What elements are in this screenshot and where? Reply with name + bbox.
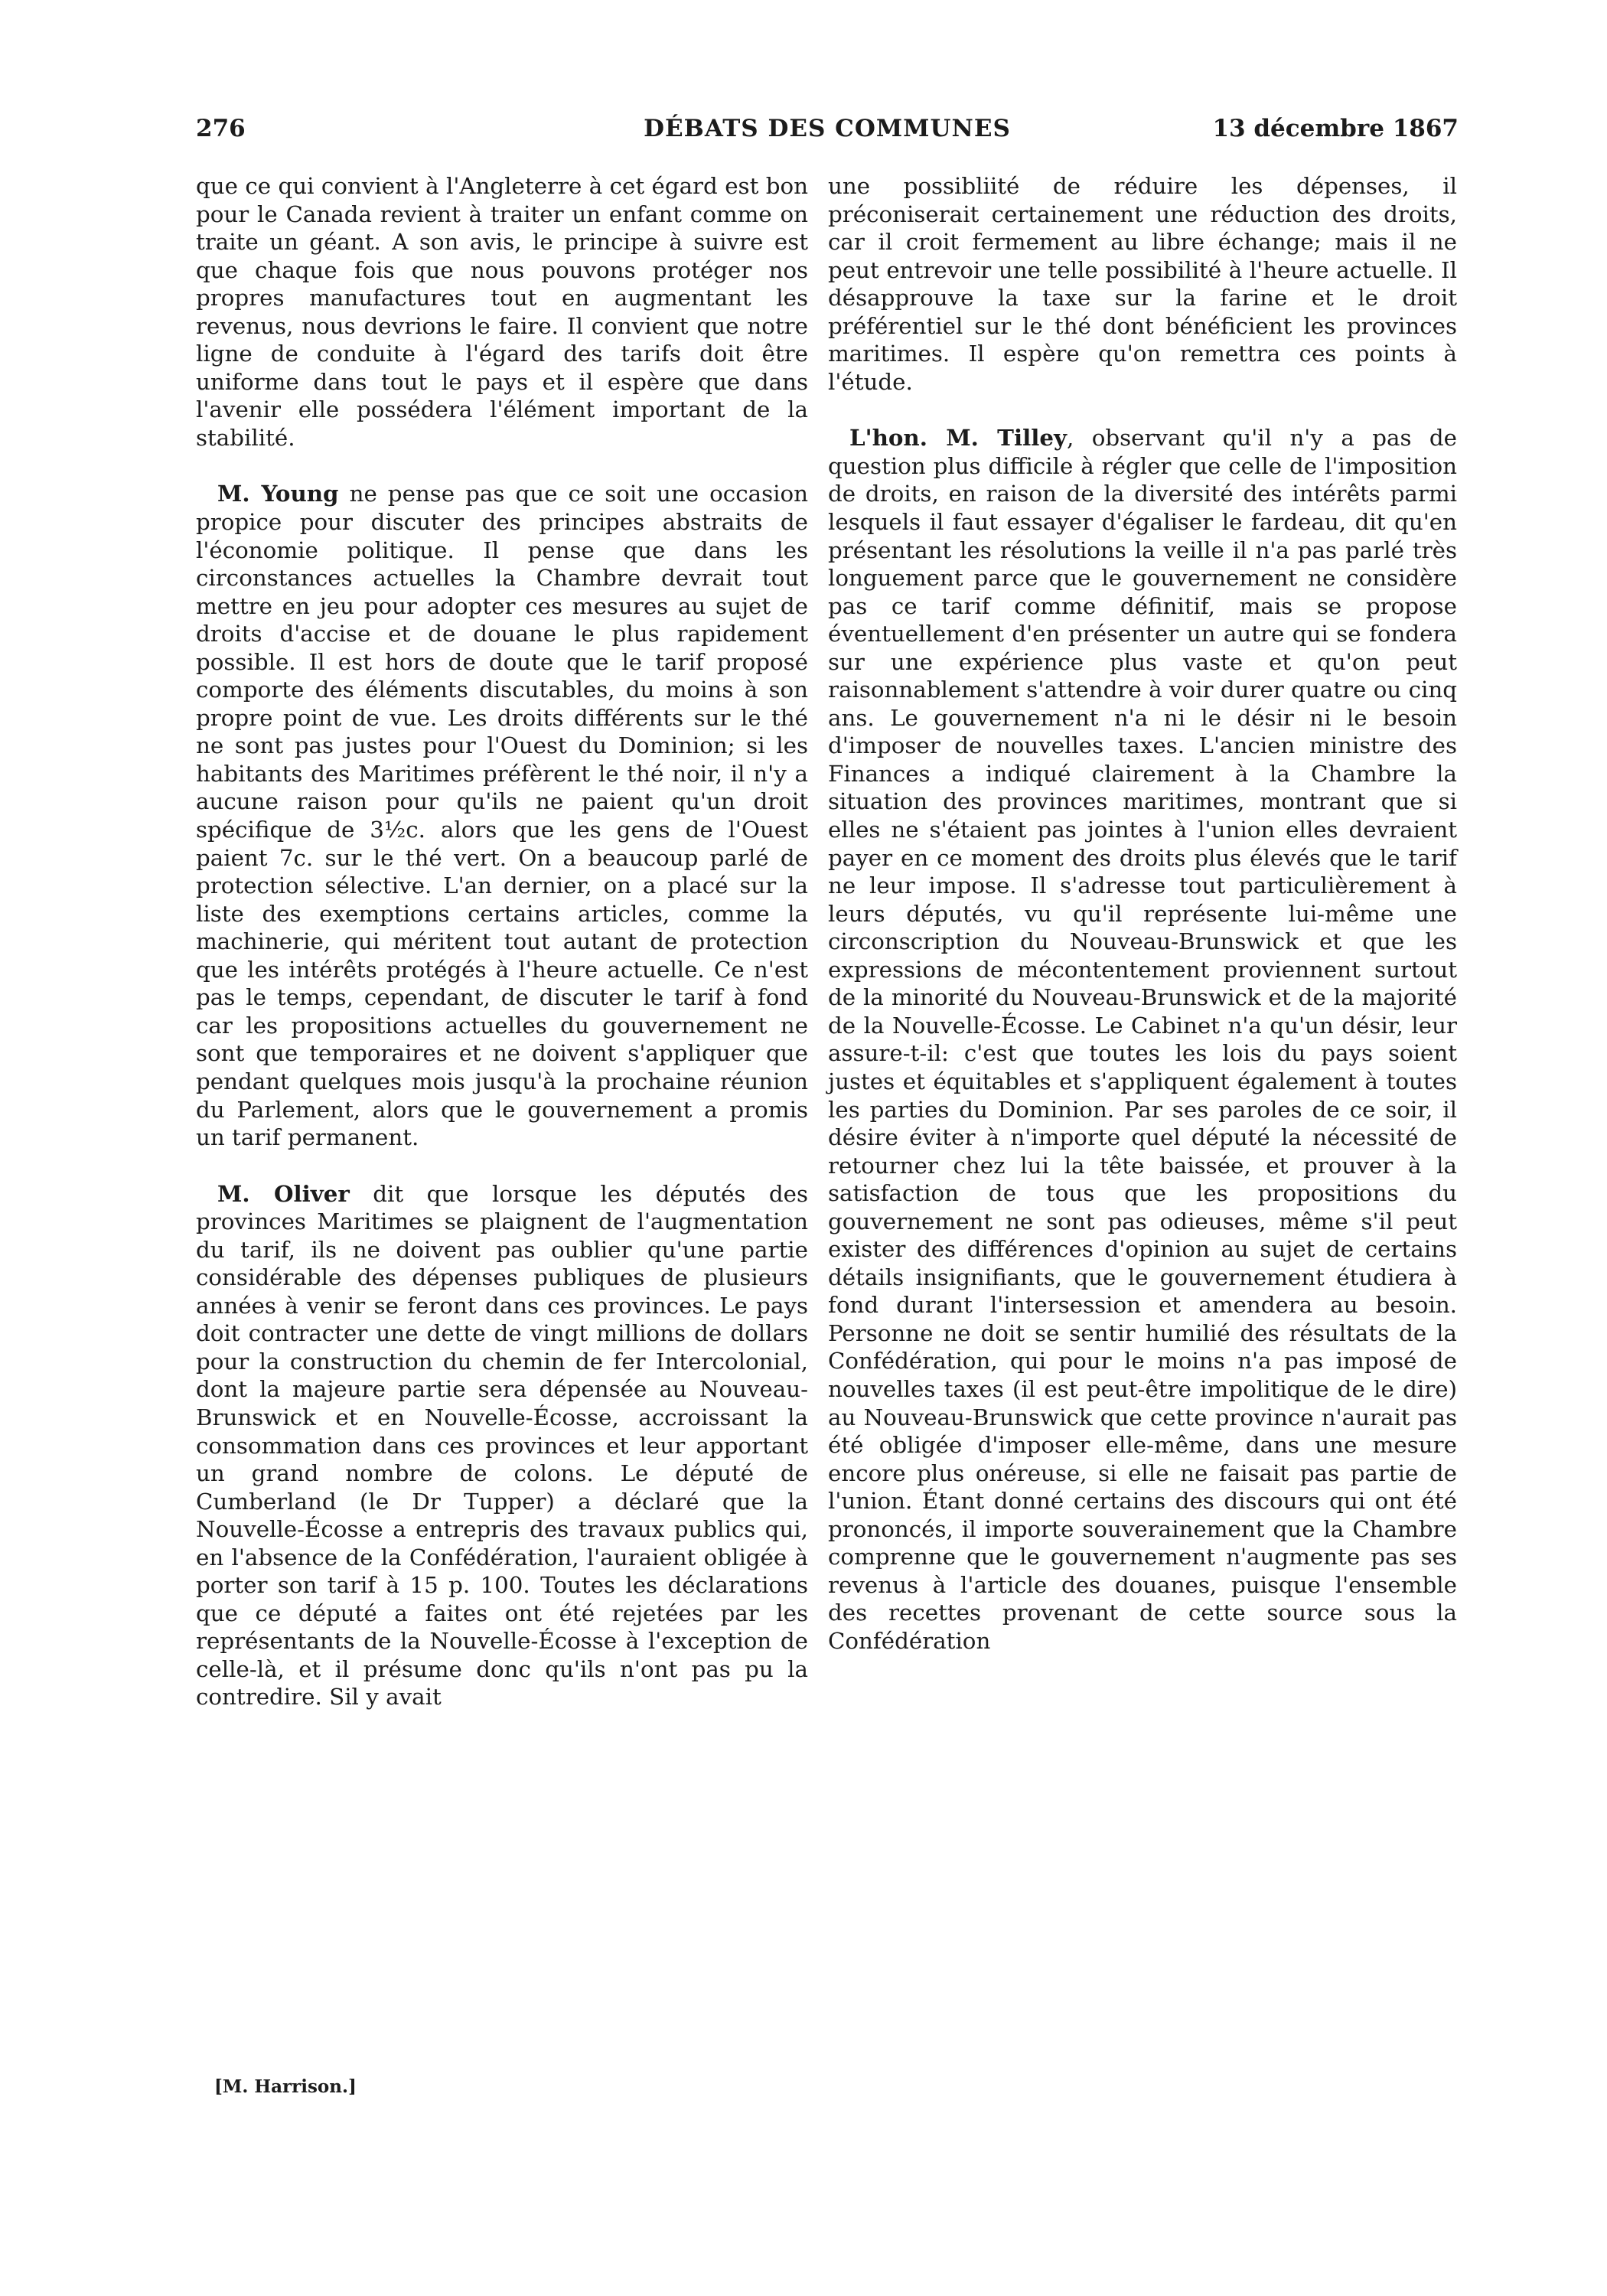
publication-title: DÉBATS DES COMMUNES: [644, 115, 1011, 142]
sitting-date: 13 décembre 1867: [1212, 115, 1459, 142]
page-number: 276: [196, 115, 246, 142]
right-column: [828, 172, 1457, 1655]
page-header: [196, 115, 1459, 153]
speaker-name: L'hon. M. Tilley: [849, 424, 1068, 452]
left-column: [196, 172, 808, 1711]
speech-text: ne pense pas que ce soit une occasion propice pour discuter des principes abstraits de l'économie politique. Il pense que dans les circonstances actuelles la Chambre devrait tout mettre en jeu pour adopter ces mesures au sujet de droits d'accise et de douane le plus rapidement possible. Il est hors de doute que le tarif proposé comporte des éléments discutables, du moins à son propre point de vue. Les droits différents sur le thé ne sont pas justes pour l'Ouest du Dominion; si les habitants des Maritimes préfèrent le thé noir, il n'y a aucune raison pour qu'ils ne paient qu'un droit spécifique de 3½c. alors que les gens de l'Ouest paient 7c. sur le thé vert. On a beaucoup parlé de protection sélective. L'an dernier, on a placé sur la liste des exemptions certains articles, comme la machinerie, qui méritent tout autant de protection que les intérêts protégés à l'heure actuelle. Ce n'est pas le temps, cependant, de discuter le tarif à fond car les propositions actuelles du gouvernement ne sont que temporaires et ne doivent s'appliquer que pendant quelques mois jusqu'à la prochaine réunion du Parlement, alors que le gouvernement a promis un tarif permanent.: [196, 481, 808, 1151]
paragraph-continued: une possibliité de réduire les dépenses, il préconiserait certainement une réduction des droits, car il croit fermement au libre échange; mais il ne peut entrevoir une telle possibilité à l'heure actuelle. Il désapprouve la taxe sur la farine et le droit préférentiel sur le thé dont bénéficient les provinces maritimes. Il espère qu'on remettra ces points à l'étude.: [828, 173, 1457, 395]
speech-text: , observant qu'il n'y a pas de question plus difficile à régler que celle de l'imposition de droits, en raison de la diversité des intérêts parmi lesquels il faut essayer d'égaliser le fardeau, dit qu'en présentant les résolutions la veille il n'a pas parlé très longuement parce que le gouvernement ne considère pas ce tarif comme définitif, mais se propose éventuellement d'en présenter un autre qui se fondera sur une expérience plus vaste et qu'on peut raisonnablement s'attendre à voir durer quatre ou cinq ans. Le gouvernement n'a ni le désir ni le besoin d'imposer de nouvelles taxes. L'ancien ministre des Finances a indiqué clairement à la Chambre la situation des provinces maritimes, montrant que si elles ne s'étaient pas jointes à l'union elles devraient payer en ce moment des droits plus élevés que le tarif ne leur impose. Il s'adresse tout particulièrement à leurs députés, vu qu'il représente lui-même une circonscription du Nouveau-Brunswick et que les expressions de mécontentement proviennent surtout de la minorité du Nouveau-Brunswick et de la majorité de la Nouvelle-Écosse. Le Cabinet n'a qu'un désir, leur assure-t-il: c'est que toutes les lois du pays soient justes et équitables et s'appliquent également à toutes les parties du Dominion. Par ses paroles de ce soir, il désire éviter à n'importe quel député la nécessité de retourner chez lui la tête baissée, et prouver à la satisfaction de tous que les propositions du gouvernement ne sont pas odieuses, même s'il peut exister des différences d'opinion au sujet de certains détails insignifiants, que le gouvernement étudiera à fond durant l'intersession et amendera au besoin. Personne ne doit se sentir humilié des résultats de la Confédération, qui pour le moins n'a pas imposé de nouvelles taxes (il est peut-être impolitique de le dire) au Nouveau-Brunswick que cette province n'aurait pas été obligée d'imposer elle-même, dans une mesure encore plus onéreuse, si elle ne faisait pas partie de l'union. Étant donné certains des discours qui ont été prononcés, il importe souverainement que la Chambre comprenne que le gouvernement n'augmente pas ses revenus à l'article des douanes, puisque l'ensemble des recettes provenant de cette source sous la Confédération: [828, 425, 1457, 1654]
paragraph-oliver: [196, 1180, 808, 1711]
speaker-name: M. Young: [217, 480, 339, 507]
speech-text: dit que lorsque les députés des provinces Maritimes se plaignent de l'augmentation du tarif, ils ne doivent pas oublier qu'une partie considérable des dépenses publiques de plusieurs années à venir se feront dans ces provinces. Le pays doit contracter une dette de vingt millions de dollars pour la construction du chemin de fer Intercolonial, dont la majeure partie sera dépensée au Nouveau-Brunswick et en Nouvelle-Écosse, accroissant la consommation dans ces provinces et leur apportant un grand nombre de colons. Le député de Cumberland (le Dr Tupper) a déclaré que la Nouvelle-Écosse a entrepris des travaux publics qui, en l'absence de la Confédération, l'auraient obligée à porter son tarif à 15 p. 100. Toutes les déclarations que ce député a faites ont été rejetées par les représentants de la Nouvelle-Écosse à l'exception de celle-là, et il présume donc qu'ils n'ont pas pu la contredire. Sil y avait: [196, 1180, 808, 1711]
paragraph-continued: que ce qui convient à l'Angleterre à cet égard est bon pour le Canada revient à traiter un enfant comme on traite un géant. A son avis, le principe à suivre est que chaque fois que nous pouvons protéger nos propres manufactures tout en augmentant les revenus, nous devrions le faire. Il convient que notre ligne de conduite à l'égard des tarifs doit être uniforme dans tout le pays et il espère que dans l'avenir elle possédera l'élément important de la stabilité.: [196, 173, 808, 451]
paragraph-young: [196, 480, 808, 1151]
speaker-name: M. Oliver: [217, 1179, 350, 1207]
footer-speaker-note: [M. Harrison.]: [214, 2076, 357, 2097]
paragraph-tilley: [828, 424, 1457, 1655]
